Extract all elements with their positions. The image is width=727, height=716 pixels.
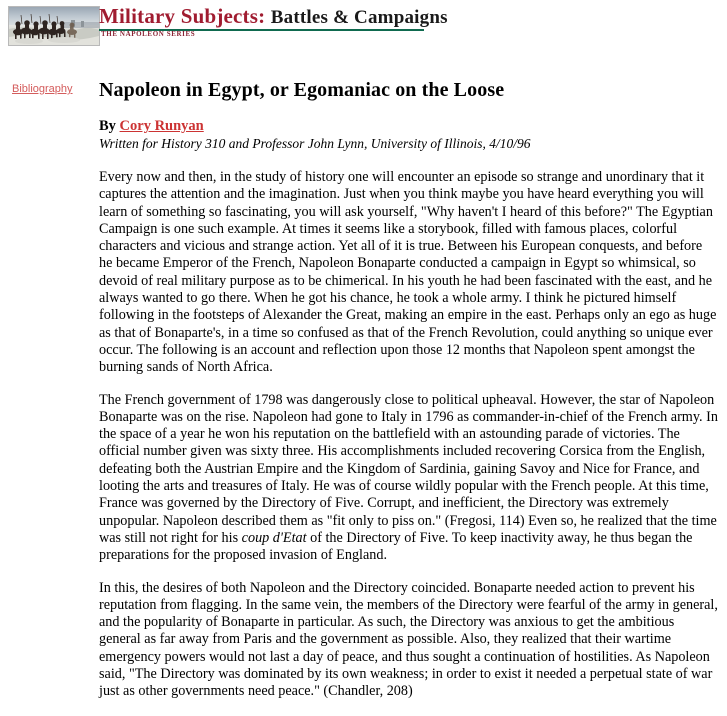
article-paragraph: Every now and then, in the study of history one will encounter an episode so strange and unordinary that it captures the attention and the imagination. Just when you think maybe you have heard everything you will learn of something so fascinating, you will ask yourself, "Why haven't I heard of this before?" The Egyptian Campaign is one such example. At times it seems like a storybook, filled with famous places, colorful characters and vicious and strange action. Yet all of it is true. Between his European conquests, and before he became Emperor of the French, Napoleon Bonaparte conducted a campaign in Egypt so whimsical, so devoid of real military purpose as to be chimerical. In his youth he had been fascinated with the east, and he always wanted to go there. When he got his chance, he took a whole army. I think he pictured himself following in the footsteps of Alexander the Great, making an empire in the east. Perhaps only an ego as huge as that of Bonaparte's, in a time so confused as that of the French Revolution, could anything so unique ever occur. The following is an account and reflection upon those 12 months that Napoleon spent amongst the burning sands of North Africa. bbox=[99, 169, 717, 376]
author-link[interactable]: Cory Runyan bbox=[119, 118, 204, 134]
paragraph-italic-phrase: coup d'Etat bbox=[241, 529, 307, 546]
masthead-title-line bbox=[99, 4, 448, 29]
byline-prefix: By bbox=[99, 118, 116, 134]
article-paragraph: In this, the desires of both Napoleon and the Directory coincided. Bonaparte needed action to prevent his reputation from flagging. In the same vein, the members of the Directory were fearful of the army in general, and the popularity of Bonaparte in particular. As such, the Directory was anxious to get the ambitious general as far away from Paris and the government as possible. Also, they realized that their wartime emergency powers would not last a day of peace, and thus sought a continuation of hostilities. As Napoleon said, "The Directory was dominated by its own weakness; in order to exist it needed a perpetual state of war just as other governments need peace." (Chandler, 208) bbox=[99, 579, 718, 700]
page-title: Napoleon in Egypt, or Egomaniac on the Loose bbox=[99, 79, 505, 101]
byline bbox=[99, 118, 719, 135]
side-navigation bbox=[12, 79, 92, 97]
article-body bbox=[99, 78, 719, 716]
sidebar-item-bibliography[interactable]: Bibliography bbox=[12, 83, 73, 95]
paragraph-text-part: of the Directory of Five. To keep inactivity away, he thus began the preparations for the proposed invasion of England. bbox=[99, 529, 693, 564]
paragraph-text-part: The French government of 1798 was dangerously close to political upheaval. However, the star of Napoleon Bonaparte was on the rise. Napoleon had gone to Italy in 1796 as commander-in-chief of the French army. In the space of a year he won his reputation on the battlefield with an astounding parade of victories. The official number given was sixty three. His accomplishments included recovering Corsica from the English, defeating both the Austrian Empire and the Kingdom of Sardinia, gaining Savoy and Nice for France, and looting the arts and treasures of Italy. He was of course wildly popular with the French people. At this time, France was governed by the Directory of Five. Corrupt, and inefficient, the Directory was extremely unpopular. Napoleon described them as "fit only to piss on." (Fregosi, 114) Even so, he realized that the time was still not right for his bbox=[99, 391, 718, 546]
masthead-section-label: Battles & Campaigns bbox=[270, 7, 448, 28]
article-attribution: Written for History 310 and Professor John Lynn, University of Illinois, 4/10/96 bbox=[99, 136, 531, 151]
masthead-series-label: Military Subjects: bbox=[99, 4, 266, 28]
masthead-title-block bbox=[99, 4, 448, 29]
article-paragraph bbox=[99, 392, 719, 565]
masthead-banner-image bbox=[8, 6, 100, 46]
masthead-subtitle: THE NAPOLEON SERIES bbox=[101, 30, 196, 38]
site-masthead bbox=[0, 0, 727, 50]
cavalry-in-snow-illustration bbox=[9, 7, 99, 45]
